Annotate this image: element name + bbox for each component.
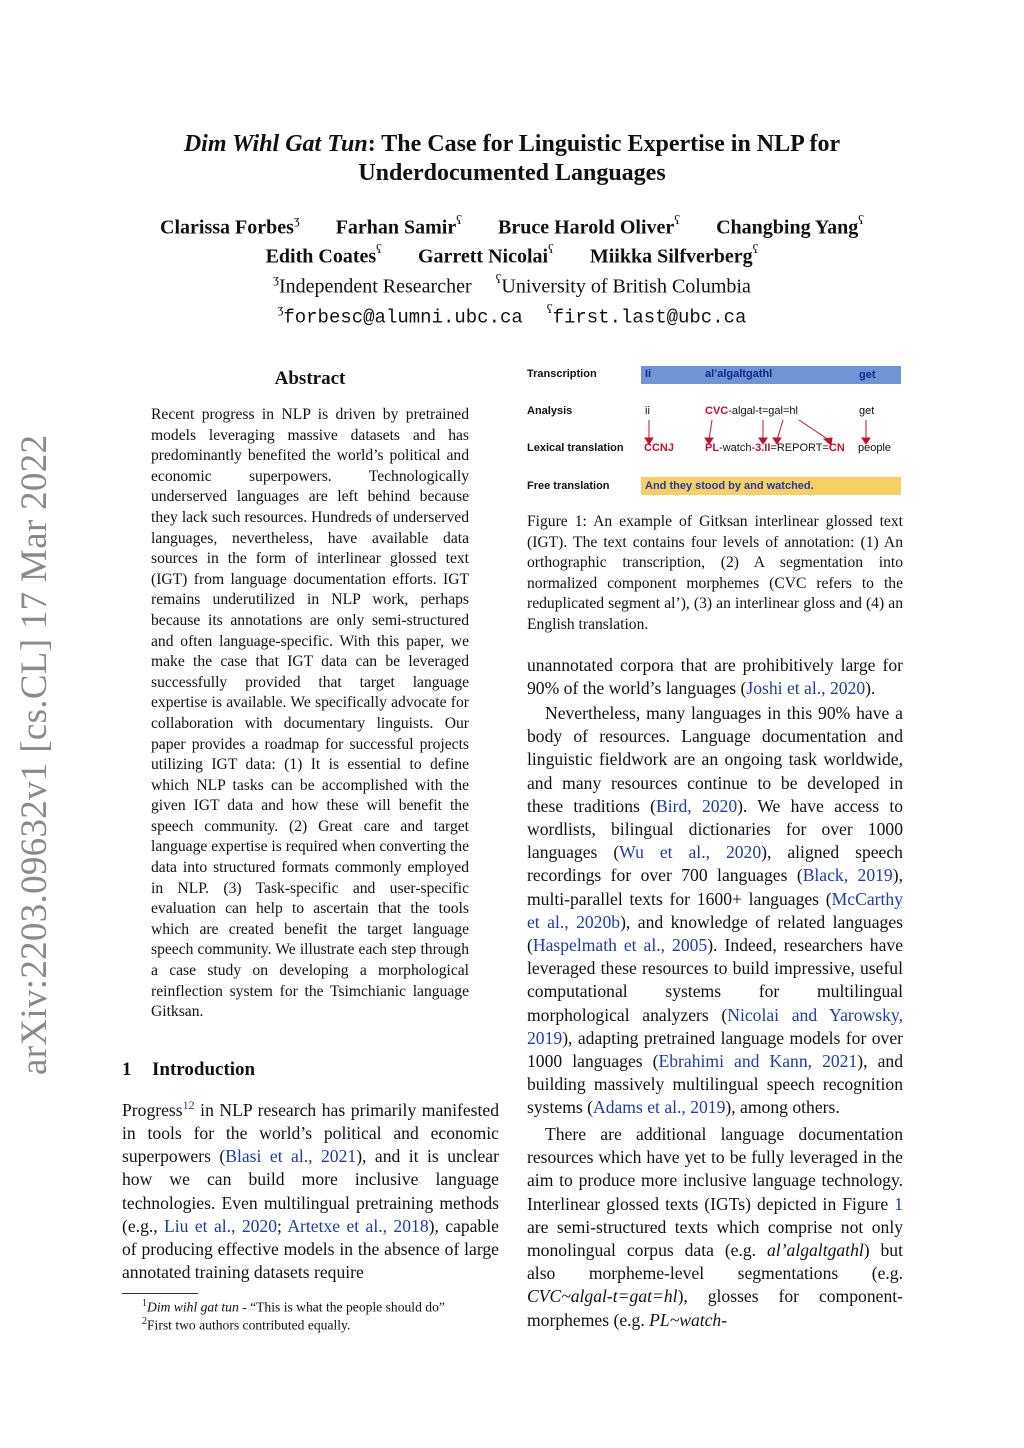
footnote-text: - “This is what the people should do” bbox=[238, 1299, 445, 1315]
lexical-word-2 bbox=[705, 442, 845, 454]
affil-mark: ʕ bbox=[858, 212, 864, 227]
footnote-ref[interactable]: 12 bbox=[182, 1098, 195, 1112]
affil-mark: ʕ bbox=[546, 301, 553, 316]
citation-link[interactable]: Liu et al., 2020 bbox=[164, 1215, 278, 1236]
affiliations bbox=[0, 273, 1024, 299]
citation-link[interactable]: Bird, 2020 bbox=[656, 795, 738, 816]
citation-link[interactable]: Wu et al., 2020 bbox=[619, 842, 762, 863]
text-run: ), adapting pretrained language models for over 1000 languages ( bbox=[527, 1027, 903, 1072]
figure-ref-link[interactable]: 1 bbox=[894, 1193, 903, 1214]
trans-word-3: get bbox=[859, 369, 876, 381]
text-run: ), and building massively multilingual speech recognition systems ( bbox=[527, 1051, 903, 1118]
affil-mark: ʒ bbox=[273, 271, 279, 286]
text-run: ), aligned speech recordings for over 700 languages ( bbox=[527, 842, 903, 886]
author: Changbing Yang bbox=[716, 216, 859, 239]
figure-1-caption: Figure 1: An example of Gitksan interlinear glossed text (IGT). The text contains four levels of annotation: (1) An orthographic transcription, (2) A segmentation into normalized component morphemes (CVC refers to the reduplicated segment al’), (3) an interlinear gloss and (4) an English translation. bbox=[527, 513, 903, 633]
text-run: ), multi-parallel texts for 1600+ languages ( bbox=[527, 865, 903, 909]
affil-mark: ʕ bbox=[674, 212, 681, 227]
footnote-text: First two authors contributed equally. bbox=[147, 1317, 351, 1333]
gloss-3ii: 3.II bbox=[755, 442, 771, 454]
text-run: unannotated corpora that are prohibitively large for 90% of the world’s languages ( bbox=[527, 655, 903, 699]
affil-mark: ʒ bbox=[293, 212, 300, 227]
analysis-word-1: ii bbox=[645, 405, 650, 417]
text-run: Nevertheless, many languages in this 90% have a body of resources. Language documentation and linguistic fieldwork are an ongoing task worldwide, and many resources continue to be developed in these traditions ( bbox=[527, 703, 903, 816]
text-run: ), and knowledge of related languages ( bbox=[527, 911, 903, 956]
citation-link[interactable]: McCarthy et al., 2020b bbox=[527, 888, 903, 932]
text-run: ; bbox=[277, 1215, 288, 1236]
text-run: ), among others. bbox=[725, 1097, 840, 1118]
arxiv-stamp: arXiv:2203.09632v1 [cs.CL] 17 Mar 2022 bbox=[14, 434, 55, 1075]
paper-title bbox=[0, 130, 1024, 188]
footnote-2 bbox=[122, 1313, 519, 1335]
title-line1: : The Case for Linguistic Expertise in NLP for bbox=[367, 131, 841, 157]
affil-mark: ʒ bbox=[277, 301, 284, 316]
title-line2: Underdocumented Languages bbox=[358, 160, 666, 186]
citation-link[interactable]: Artetxe et al., 2018 bbox=[287, 1215, 429, 1236]
arrow-line bbox=[709, 420, 712, 440]
affil-mark: ʕ bbox=[456, 212, 463, 227]
citation-link[interactable]: Nicolai and Yarowsky, 2019 bbox=[527, 1004, 903, 1048]
lexical-word-1: CCNJ bbox=[644, 442, 674, 454]
text-run: ). We have access to wordlists, bilingual dictionaries for over 1000 languages ( bbox=[527, 795, 904, 863]
footnote-num: 1 bbox=[142, 1298, 147, 1309]
lexical-word-3: people bbox=[858, 442, 892, 454]
trans-word-2: al’algaltgathl bbox=[705, 368, 773, 380]
fig-label-analysis: Analysis bbox=[527, 405, 573, 417]
right-paragraph-2 bbox=[527, 1123, 903, 1332]
abstract-text: Recent progress in NLP is driven by pretrained models leveraging massive datasets and has predominantly benefited the world’s political and economic superpowers. Technologically underserved languages are left behind because they lack such resources. Hundreds of underserved languages, nevertheless, have available data sources in the form of interlinear glossed text (IGT) from language documentation efforts. IGT remains underutilized in NLP work, perhaps because its annotations are only semi-structured and often language-specific. With this paper, we make the case that IGT data can be leveraged successfully provided that target language expertise is available. We specifically advocate for collaboration with documentary linguists. Our paper provides a roadmap for successful projects utilizing IGT data: (1) It is essential to define which NLP tasks can be accomplished with the given IGT data and how these will benefit the speech community. (2) Great care and target language expertise is required when converting the data into structured formats commonly employed in NLP. (3) Task-specific and user-specific evaluation can help to ascertain that the tools which are created benefit the target language speech community. We illustrate each step through a case study on developing a morphological reinflection system for the Tsimchianic language Gitksan. bbox=[151, 406, 469, 1021]
analysis-rest: -algal-t=gal=hl bbox=[728, 405, 798, 417]
authors-row-1 bbox=[0, 214, 1024, 240]
analysis-word-3: get bbox=[859, 405, 875, 417]
text-run: in NLP research has primarily manifested in tools for the world’s political and economic superpowers ( bbox=[122, 1099, 499, 1167]
gloss-pl: PL bbox=[705, 442, 720, 454]
right-paragraph-1 bbox=[527, 702, 903, 1120]
author: Garrett Nicolai bbox=[417, 245, 549, 268]
citation-link[interactable]: Ebrahimi and Kann, 2021 bbox=[658, 1051, 858, 1072]
example-word: al’algaltgathl bbox=[766, 1240, 864, 1261]
footnote-num: 2 bbox=[142, 1316, 147, 1327]
analysis-cvc: CVC bbox=[705, 405, 729, 417]
free-translation: And they stood by and watched. bbox=[645, 480, 814, 492]
text-run: There are additional language documentation resources which have yet to be fully leveraged in the aim to produce more inclusive language technology. Interlinear glossed texts (IGTs) depicted in Figure bbox=[527, 1124, 903, 1214]
text-run: Progress bbox=[122, 1099, 183, 1120]
email-b[interactable]: first.last@ubc.ca bbox=[552, 306, 747, 329]
text-run: ). Indeed, researchers have leveraged these resources to build impressive, useful computational systems for multilingual morphological analyzers ( bbox=[527, 935, 904, 1025]
email-a[interactable]: forbesc@alumni.ubc.ca bbox=[283, 306, 523, 329]
authors-row-2 bbox=[0, 243, 1024, 269]
gloss-cn: CN bbox=[828, 442, 845, 454]
footnote-italic: Dim wihl gat tun bbox=[147, 1299, 239, 1315]
text-run: ). bbox=[865, 678, 876, 699]
trans-word-1: Ii bbox=[645, 368, 652, 380]
affiliation-a: Independent Researcher bbox=[278, 275, 472, 298]
gloss-report: =REPORT= bbox=[770, 442, 829, 454]
author: Clarissa Forbes bbox=[160, 216, 294, 239]
arrow-line bbox=[777, 420, 783, 440]
citation-link[interactable]: Adams et al., 2019 bbox=[592, 1097, 726, 1118]
figure-1-igt bbox=[527, 362, 905, 502]
affil-mark: ʕ bbox=[376, 241, 382, 256]
citation-link[interactable]: Joshi et al., 2020 bbox=[746, 678, 866, 699]
right-paragraph-0 bbox=[527, 654, 903, 700]
affiliation-b: University of British Columbia bbox=[501, 275, 751, 298]
citation-link[interactable]: Haspelmath et al., 2005 bbox=[532, 935, 708, 956]
section-heading bbox=[122, 1059, 255, 1081]
affil-mark: ʕ bbox=[495, 271, 502, 286]
affil-mark: ʕ bbox=[752, 241, 759, 256]
text-run: ), capable of producing effective models in the absence of large annotated training datasets require bbox=[122, 1215, 499, 1283]
section-number: 1 bbox=[122, 1059, 132, 1080]
author: Bruce Harold Oliver bbox=[498, 216, 675, 239]
emails bbox=[0, 303, 1024, 329]
fig-label-free: Free translation bbox=[527, 480, 610, 492]
author: Farhan Samir bbox=[335, 216, 457, 239]
text-run: ) but also morpheme-level segmentations (e.g. bbox=[527, 1240, 903, 1284]
section-title: Introduction bbox=[152, 1059, 256, 1080]
text-run: ), glosses for component-morphemes (e.g. bbox=[527, 1286, 903, 1330]
footnote-rule bbox=[122, 1293, 198, 1294]
gloss-watch: -watch- bbox=[719, 442, 756, 454]
arrow-line bbox=[799, 420, 829, 440]
fig-label-lexical: Lexical translation bbox=[527, 442, 624, 454]
example-segmentation: CVC~algal-t=gat=hl bbox=[527, 1286, 678, 1307]
fig-label-transcription: Transcription bbox=[527, 368, 597, 380]
author: Miikka Silfverberg bbox=[589, 245, 753, 268]
title-italic: Dim Wihl Gat Tun bbox=[183, 131, 368, 157]
intro-paragraph bbox=[122, 1094, 499, 1284]
text-run: are semi-structured texts which comprise not only monolingual corpus data (e.g. bbox=[527, 1216, 903, 1261]
citation-link[interactable]: Blasi et al., 2021 bbox=[225, 1146, 357, 1167]
citation-link[interactable]: Black, 2019 bbox=[802, 865, 893, 886]
text-run: ), and it is unclear how we can build more inclusive language technologies. Even multilingual pretraining methods (e.g., bbox=[122, 1146, 499, 1236]
affil-mark: ʕ bbox=[548, 241, 554, 256]
example-gloss: PL~watch- bbox=[649, 1309, 728, 1330]
abstract-heading: Abstract bbox=[274, 368, 346, 389]
author: Edith Coates bbox=[265, 245, 377, 268]
